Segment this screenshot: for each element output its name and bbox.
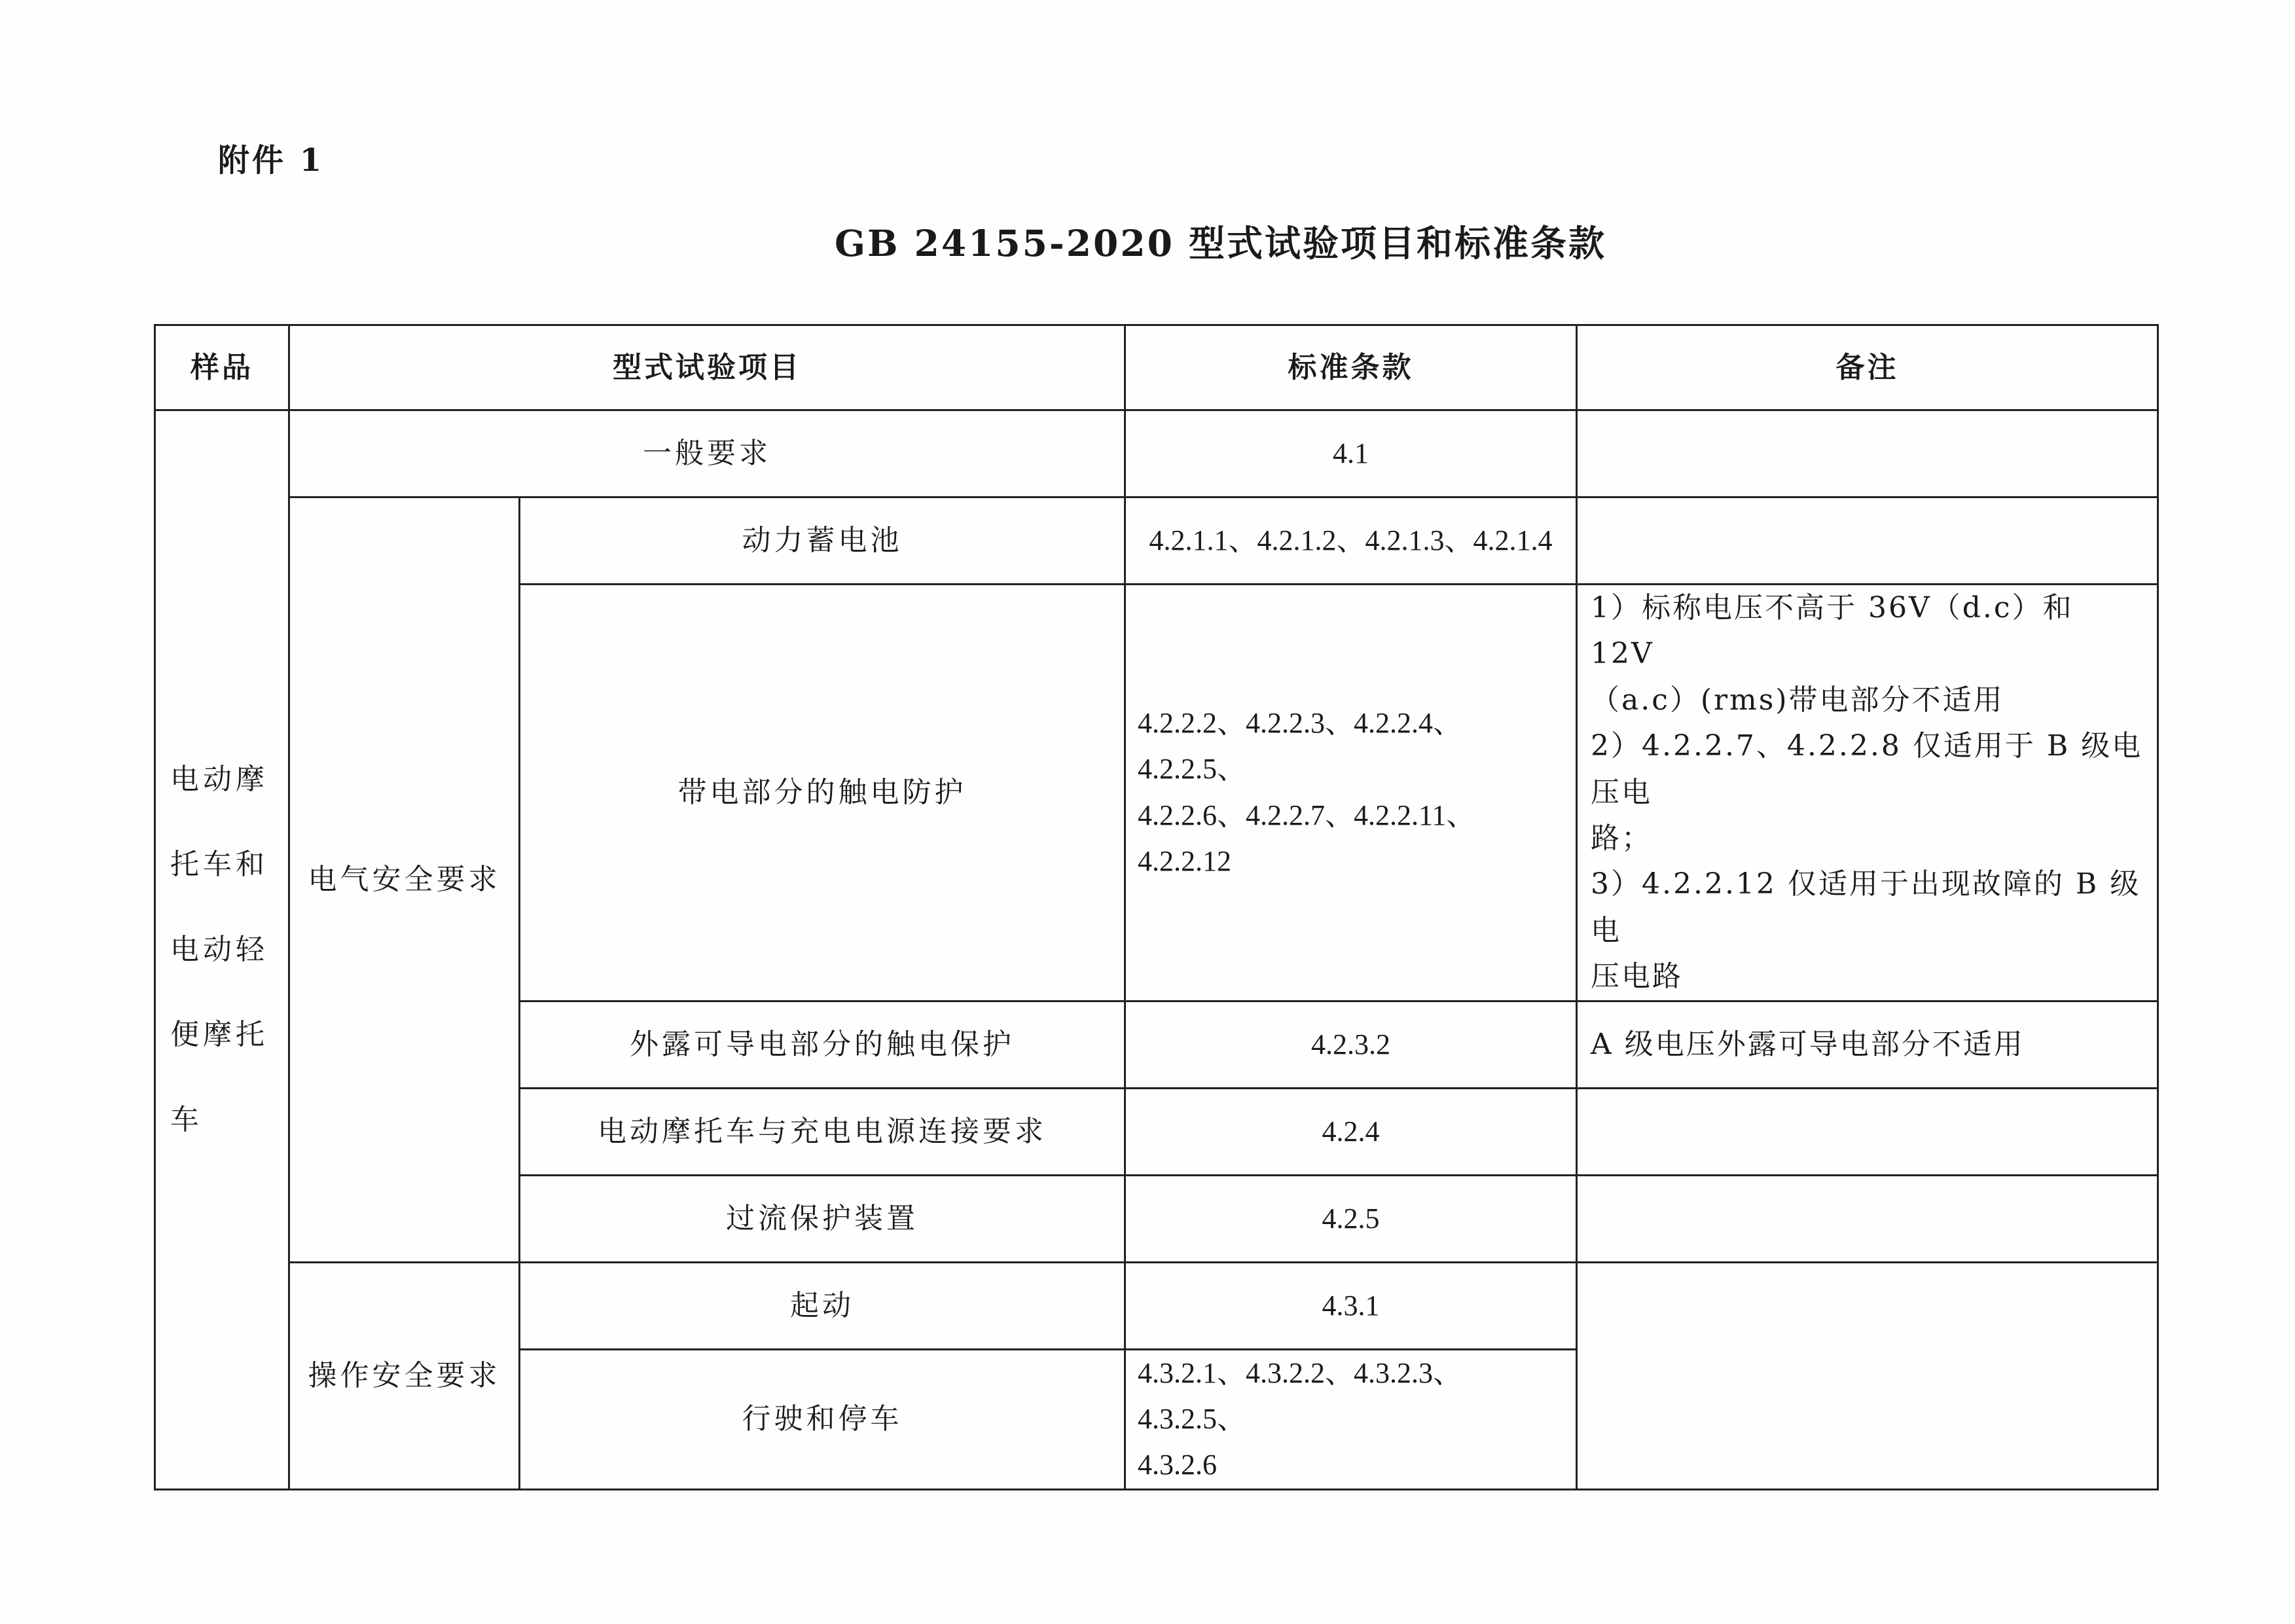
electrical-safety-group: 电气安全要求 (289, 497, 520, 1263)
clause-line: 4.3.2.6 (1138, 1449, 1217, 1481)
general-requirement-clause: 4.1 (1125, 410, 1577, 497)
starting-item: 起动 (520, 1262, 1125, 1349)
power-battery-item: 动力蓄电池 (520, 497, 1125, 585)
charging-connection-item: 电动摩托车与充电电源连接要求 (520, 1088, 1125, 1175)
operational-note (1577, 1262, 2158, 1489)
driving-parking-item: 行驶和停车 (520, 1349, 1125, 1489)
table-row (155, 497, 2158, 585)
header-test-item: 型式试验项目 (289, 325, 1125, 410)
overcurrent-device-clause: 4.2.5 (1125, 1175, 1577, 1262)
general-requirement-note (1577, 410, 2158, 497)
table-row (155, 410, 2158, 497)
clause-line: 4.2.2.6、4.2.2.7、4.2.2.11、4.2.2.12 (1138, 799, 1475, 878)
clause-line: 4.2.2.2、4.2.2.3、4.2.2.4、4.2.2.5、 (1138, 706, 1462, 785)
starting-clause: 4.3.1 (1125, 1262, 1577, 1349)
overcurrent-device-note (1577, 1175, 2158, 1262)
operational-safety-group: 操作安全要求 (289, 1262, 520, 1489)
table-row (155, 1262, 2158, 1349)
charging-connection-note (1577, 1088, 2158, 1175)
attachment-label: 附件 1 (218, 142, 325, 179)
header-note: 备注 (1577, 325, 2158, 410)
test-items-table (154, 324, 2159, 1490)
clause-line: 4.3.2.1、4.3.2.2、4.3.2.3、4.3.2.5、 (1138, 1356, 1462, 1435)
exposed-conductive-protection-item: 外露可导电部分的触电保护 (520, 1001, 1125, 1088)
note-line: 3）4.2.2.12 仅适用于出现故障的 B 级电 (1591, 867, 2141, 947)
general-requirement-item: 一般要求 (289, 410, 1125, 497)
header-clause: 标准条款 (1125, 325, 1577, 410)
driving-parking-clause (1125, 1349, 1577, 1489)
exposed-conductive-protection-note: A 级电压外露可导电部分不适用 (1577, 1001, 2158, 1088)
note-line: 压电路 (1591, 960, 1683, 994)
sample-cell: 电动摩托车和电动轻便摩托车 (155, 410, 289, 1490)
document-title: GB 24155-2020 型式试验项目和标准条款 (835, 222, 1607, 264)
exposed-conductive-protection-clause: 4.2.3.2 (1125, 1001, 1577, 1088)
charging-connection-clause: 4.2.4 (1125, 1088, 1577, 1175)
note-line: 2）4.2.2.7、4.2.2.8 仅适用于 B 级电压电 (1591, 729, 2143, 809)
power-battery-clause: 4.2.1.1、4.2.1.2、4.2.1.3、4.2.1.4 (1125, 497, 1577, 585)
overcurrent-device-item: 过流保护装置 (520, 1175, 1125, 1262)
live-parts-protection-clause (1125, 585, 1577, 1001)
power-battery-note (1577, 497, 2158, 585)
note-line: 路； (1591, 821, 1652, 855)
note-line: （a.c）(rms)带电部分不适用 (1591, 683, 2004, 717)
header-sample: 样品 (155, 325, 289, 410)
table-header-row (155, 325, 2158, 410)
live-parts-protection-note (1577, 585, 2158, 1001)
note-line: 1）标称电压不高于 36V（d.c）和 12V (1591, 591, 2074, 671)
live-parts-protection-item: 带电部分的触电防护 (520, 585, 1125, 1001)
